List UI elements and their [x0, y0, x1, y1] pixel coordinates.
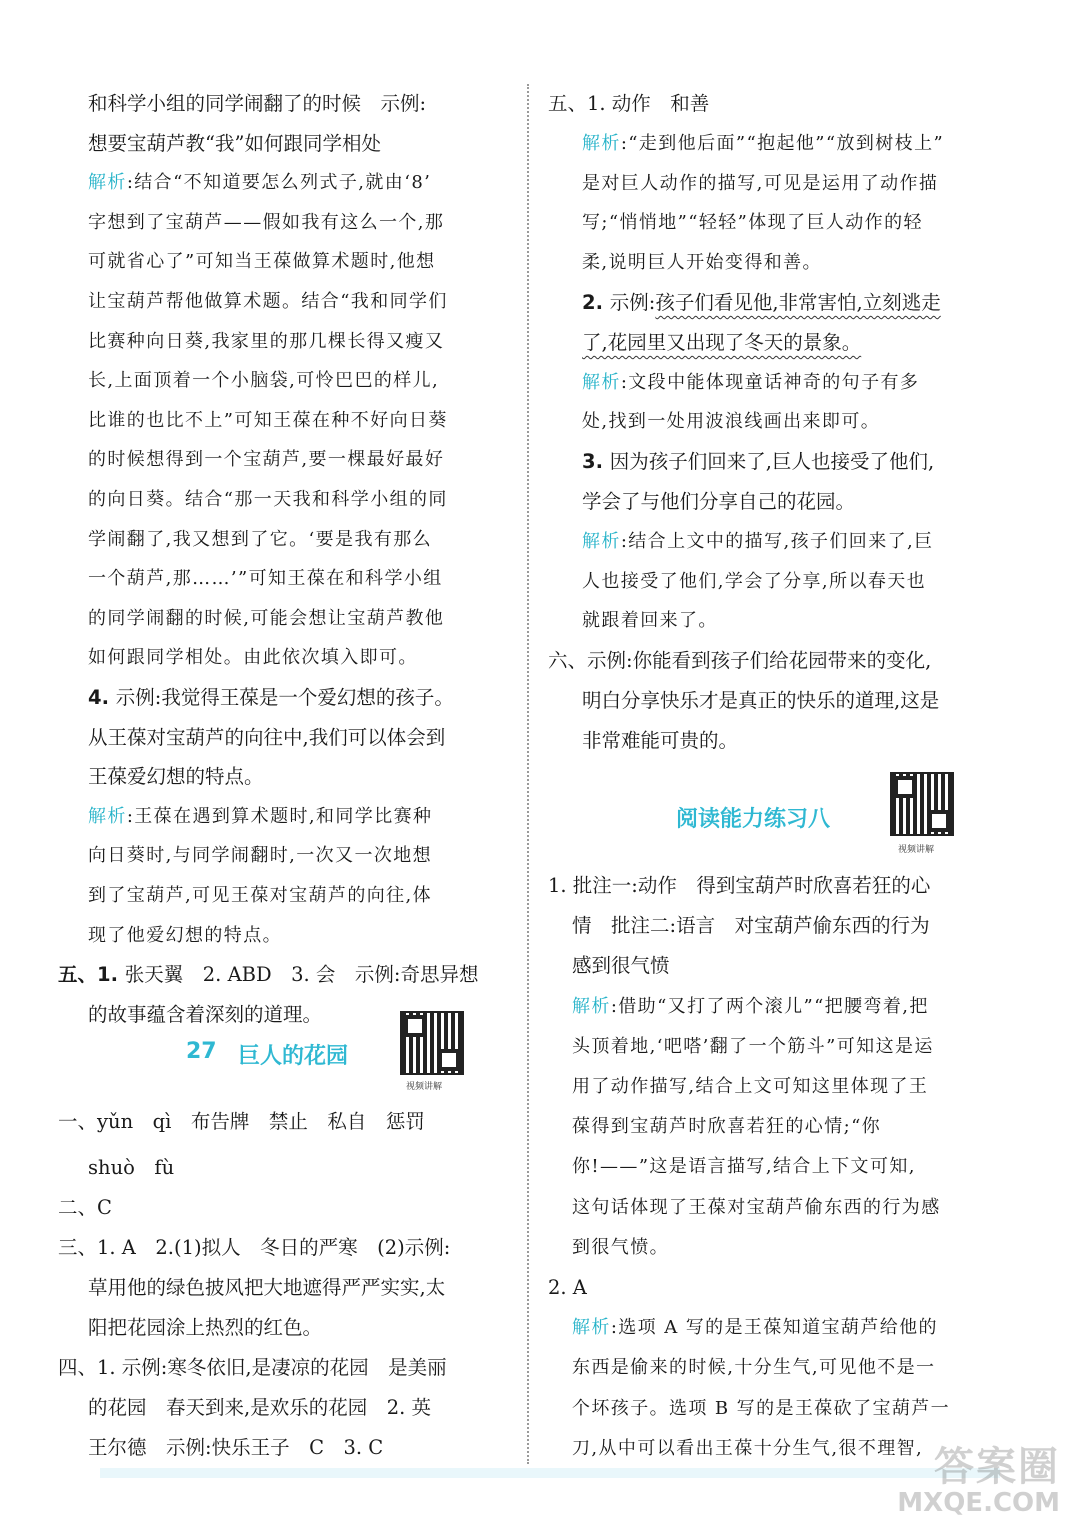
- explanation-line: [582, 363, 919, 403]
- answer-line: [58, 1102, 425, 1142]
- explanation-line: [88, 163, 431, 203]
- answer-line: [88, 1268, 445, 1308]
- analysis-tag: 解析: [88, 805, 127, 827]
- line-text: 让宝葫芦帮他做算术题。结合“我和同学们: [88, 291, 448, 312]
- line-text: 到很气愤。: [572, 1236, 669, 1258]
- line-text: :“走到他后面”“抱起他”“放到树枝上”: [620, 132, 945, 154]
- answer-line: [572, 1348, 935, 1388]
- answer-line: [88, 520, 432, 560]
- answer-line: [572, 1107, 881, 1147]
- line-text: :结合上文中的描写,孩子们回来了,巨: [620, 530, 934, 552]
- line-text: 就跟着回来了。: [582, 610, 718, 632]
- answer-line: [582, 562, 926, 602]
- line-text: 和科学小组的同学闹翻了的时候 示例:: [88, 92, 427, 115]
- answer-line: [58, 1348, 447, 1388]
- line-text: 葆得到宝葫芦时欣喜若狂的心情;“你: [572, 1116, 882, 1138]
- answer-line: [582, 283, 941, 323]
- line-text: 字想到了宝葫芦——假如我有这么一个,那: [88, 211, 445, 233]
- footer-bar: [100, 1468, 1000, 1478]
- practice-title: 阅读能力练习八: [676, 807, 831, 832]
- answer-line: [88, 401, 448, 441]
- answer-line: [58, 1228, 450, 1268]
- line-text: 草用他的绿色披风把大地遮得严严实实,太: [88, 1276, 446, 1299]
- line-text: 1. 批注一:动作 得到宝葫芦时欣喜若狂的心: [548, 874, 931, 897]
- analysis-tag: 解析: [582, 371, 621, 393]
- line-text: 学闹翻了,我又想到了它。‘要是我有那么: [88, 528, 433, 550]
- answer-line: [582, 323, 861, 363]
- answer-line: [88, 84, 426, 124]
- line-text: 用了动作描写,结合上文可知这里体现了王: [572, 1076, 929, 1097]
- lesson-title: 巨人的花园: [238, 1044, 349, 1069]
- explanation-line: [88, 797, 432, 837]
- answer-line: [582, 601, 718, 641]
- answer-line: [582, 482, 855, 522]
- analysis-tag: 解析: [582, 530, 621, 552]
- answer-line: [88, 876, 432, 916]
- answer-line: [88, 1388, 431, 1428]
- line-text: 头顶着地,‘吧嗒’翻了一个筋斗”可知这是运: [572, 1035, 934, 1057]
- answer-line: [88, 1308, 322, 1348]
- answer-line: [572, 1429, 923, 1469]
- answer-line: [582, 402, 880, 442]
- line-text: 刀,从中可以看出王葆十分生气,很不理智,: [572, 1437, 924, 1459]
- line-text: 非常难能可贵的。: [582, 728, 739, 752]
- answer-line: [548, 1268, 587, 1308]
- answer-line: [88, 282, 448, 322]
- item-number: 3.: [582, 450, 610, 474]
- analysis-tag: 解析: [582, 132, 621, 154]
- answer-line: [88, 638, 418, 678]
- line-text: 如何跟同学相处。由此依次填入即可。: [88, 647, 418, 669]
- line-text: 二、C: [58, 1196, 112, 1219]
- line-text: 柔,说明巨人开始变得和善。: [582, 252, 822, 274]
- answer-line: [88, 559, 443, 599]
- line-text: shuò fù: [88, 1156, 175, 1179]
- watermark-line2: MXQE.COM: [897, 1488, 1060, 1519]
- item-number: 4.: [88, 686, 116, 709]
- qr-code-icon[interactable]: [400, 1011, 464, 1075]
- answer-line: [58, 1188, 112, 1228]
- answer-line: [582, 681, 939, 721]
- answer-line: [88, 203, 444, 243]
- line-text: 张天翼 2. ABD 3. 会 示例:奇思异想: [124, 963, 479, 987]
- line-text: 四、1. 示例:寒冬依旧,是凄凉的花园 是美丽: [58, 1356, 447, 1379]
- answer-line: [88, 124, 381, 164]
- line-text: 的向日葵。结合“那一天我和科学小组的同: [88, 489, 448, 510]
- line-text: 一个葫芦,那……’”可知王葆在和科学小组: [88, 568, 443, 590]
- line-text: :借助“又打了两个滚儿”“把腰弯着,把: [610, 995, 929, 1017]
- answer-line: [88, 1428, 383, 1468]
- line-text: 是对巨人动作的描写,可见是运用了动作描: [582, 172, 939, 194]
- answer-line: [88, 440, 444, 480]
- line-text: 从王葆对宝葫芦的向往中,我们可以体会到: [88, 725, 446, 749]
- line-text: 到了宝葫芦,可见王葆对宝葫芦的向往,体: [88, 885, 433, 906]
- answer-line: [88, 995, 322, 1035]
- line-text: 2. A: [548, 1276, 587, 1299]
- line-text: :文段中能体现童话神奇的句子有多: [620, 371, 920, 393]
- column-divider: [527, 84, 529, 1464]
- wavy-underlined-text: 了,花园里又出现了冬天的景象。: [582, 330, 862, 354]
- line-text: 情 批注二:语言 对宝葫芦偷东西的行为: [572, 914, 930, 938]
- answer-line: [582, 721, 738, 761]
- watermark: [897, 1445, 1060, 1518]
- watermark-line1: 答案圈: [934, 1444, 1060, 1491]
- answer-line: [88, 757, 264, 797]
- answer-line: [572, 1389, 950, 1429]
- answer-line: [548, 84, 709, 124]
- line-text: 想要宝葫芦教“我”如何跟同学相处: [88, 131, 381, 155]
- line-text: 长,上面顶着一个小脑袋,可怜巴巴的样儿,: [88, 370, 440, 392]
- qr-caption: 视频讲解: [406, 1082, 443, 1092]
- line-text: 个坏孩子。选项 B 写的是王葆砍了宝葫芦一: [572, 1397, 951, 1419]
- analysis-tag: 解析: [88, 172, 127, 194]
- line-text: 王尔德 示例:快乐王子 C 3. C: [88, 1436, 384, 1459]
- answer-line: [548, 641, 931, 681]
- line-text: 你!——”这是语言描写,结合上下文可知,: [572, 1156, 916, 1178]
- answer-line: [88, 1148, 174, 1188]
- explanation-line: [582, 124, 944, 164]
- line-text: 比赛种向日葵,我家里的那几棵长得又瘦又: [88, 330, 445, 352]
- answer-line: [88, 361, 439, 401]
- item-number: 2.: [582, 291, 610, 314]
- line-text: 学会了与他们分享自己的花园。: [582, 490, 856, 513]
- line-text: 的时候想得到一个宝葫芦,要一棵最好最好: [88, 449, 445, 471]
- explanation-line: [582, 522, 934, 562]
- answer-line: [548, 866, 930, 906]
- wavy-underlined-text: 孩子们看见他,非常害怕,立刻逃走: [655, 291, 941, 314]
- line-text: 因为孩子们回来了,巨人也接受了他们,: [609, 450, 935, 474]
- answer-line: [88, 836, 432, 876]
- line-text: 现了他爱幻想的特点。: [88, 924, 282, 946]
- answer-line: [88, 322, 444, 362]
- answer-line: [572, 1147, 916, 1187]
- line-text: 向日葵时,与同学闹翻时,一次又一次地想: [88, 845, 433, 867]
- answer-line: [572, 946, 670, 986]
- line-text: 感到很气愤: [572, 954, 670, 978]
- answer-line: [88, 916, 282, 956]
- line-text: 处,找到一处用波浪线画出来即可。: [582, 411, 881, 433]
- line-text: 三、1. A 2.(1)拟人 冬日的严寒 (2)示例:: [58, 1236, 451, 1259]
- line-text: 王葆爱幻想的特点。: [88, 765, 264, 789]
- qr-caption: 视频讲解: [898, 845, 935, 855]
- line-text: 东西是偷来的时候,十分生气,可见他不是一: [572, 1357, 936, 1379]
- line-text: 的花园 春天到来,是欢乐的花园 2. 英: [88, 1396, 432, 1419]
- line-text: :王葆在遇到算术题时,和同学比赛种: [126, 805, 433, 827]
- answer-line: [582, 243, 822, 283]
- line-text: 写;“悄悄地”“轻轻”体现了巨人动作的轻: [582, 212, 923, 234]
- line-text: 人也接受了他们,学会了分享,所以春天也: [582, 570, 927, 592]
- answer-line: [88, 678, 454, 718]
- line-text: 一、yǔn qì 布告牌 禁止 私自 惩罚: [58, 1110, 425, 1133]
- line-text: 示例:: [609, 291, 656, 314]
- line-text: 的故事蕴含着深刻的道理。: [88, 1002, 323, 1026]
- answer-line: [582, 164, 938, 204]
- line-text: 示例:我觉得王葆是一个爱幻想的孩子。: [115, 686, 454, 709]
- answer-line: [572, 1027, 934, 1067]
- answer-line: [572, 1067, 928, 1107]
- answer-line: [572, 906, 930, 946]
- line-text: 可就省心了”可知当王葆做算术题时,他想: [88, 251, 436, 273]
- line-text: :结合“不知道要怎么列式子,就由‘8’: [126, 172, 432, 194]
- item-number: 五、1.: [58, 963, 125, 987]
- line-text: 比谁的也比不上”可知王葆在种不好向日葵: [88, 409, 448, 431]
- analysis-tag: 解析: [572, 995, 611, 1017]
- analysis-tag: 解析: [572, 1317, 611, 1339]
- answer-line: [88, 242, 436, 282]
- answer-line: [572, 1188, 941, 1228]
- line-text: 六、示例:你能看到孩子们给花园带来的变化,: [548, 649, 932, 673]
- line-text: 明白分享快乐才是真正的快乐的道理,这是: [582, 689, 940, 712]
- answer-line: [582, 203, 923, 243]
- answer-line: [572, 1228, 669, 1268]
- lesson-number: 27: [186, 1039, 217, 1064]
- answer-line: [58, 955, 479, 995]
- line-text: 五、1. 动作 和善: [548, 92, 710, 115]
- answer-line: [88, 480, 448, 520]
- line-text: 的同学闹翻的时候,可能会想让宝葫芦教他: [88, 607, 445, 629]
- answer-line: [88, 718, 445, 758]
- answer-line: [582, 442, 934, 482]
- line-text: 阳把花园涂上热烈的红色。: [88, 1316, 323, 1339]
- explanation-line: [572, 1308, 938, 1348]
- explanation-line: [572, 987, 929, 1027]
- line-text: :选项 A 写的是王葆知道宝葫芦给他的: [610, 1317, 938, 1339]
- qr-code-icon[interactable]: [890, 772, 954, 836]
- answer-line: [88, 599, 444, 639]
- line-text: 这句话体现了王葆对宝葫芦偷东西的行为感: [572, 1196, 941, 1218]
